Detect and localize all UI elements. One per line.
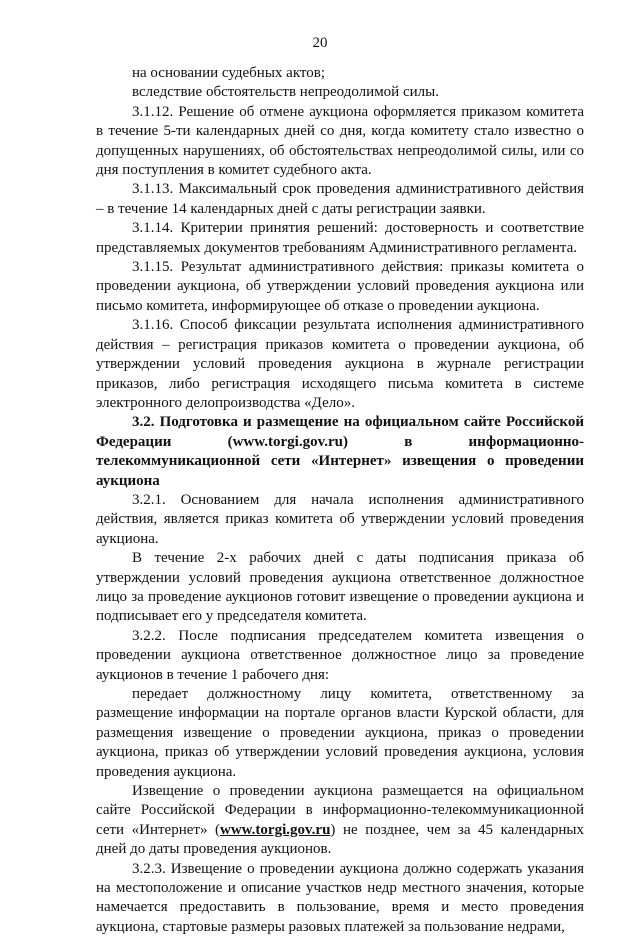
paragraph-notice-publication: [96, 782, 584, 860]
document-body: [96, 64, 584, 937]
paragraph-3-1-14: 3.1.14. Критерии принятия решений: достоверность и соответствие представляемых документов требованиям Административного регламента.: [96, 220, 584, 256]
paragraph-3-1-13: 3.1.13. Максимальный срок проведения административного действия – в течение 14 календарных дней с даты регистрации заявки.: [96, 181, 584, 217]
section-heading-3-2: 3.2. Подготовка и размещение на официальном сайте Российской Федерации (www.torgi.gov.ru) в информационно-телекоммуникационной сети «Интернет» извещения о проведении аукциона: [96, 414, 584, 489]
page-number: 20: [312, 35, 328, 51]
notice-text-before: Извещение о проведении аукциона размещается на официальном сайте Российской Федерации в информационно-телекоммуникационной сети «Интернет» (: [96, 783, 584, 838]
paragraph-court-acts: на основании судебных актов;: [132, 65, 326, 81]
paragraph-transfer: передает должностному лицу комитета, ответственному за размещение информации на портале органов власти Курской области, для размещения извещение о проведении аукциона, приказ о проведении аукциона, приказ об утверждении условий проведения аукциона, условия проведения аукциона.: [96, 686, 584, 780]
paragraph-force-majeure: вследствие обстоятельств непреодолимой силы.: [132, 84, 439, 101]
paragraph-3-1-12: 3.1.12. Решение об отмене аукциона оформляется приказом комитета в течение 5-ти календарных дней со дня, когда комитету стало известно о допущенных нарушениях, об обстоятельствах непреодолимой силы, или со дня поступления в комитет судебного акта.: [96, 103, 584, 179]
paragraph-3-2-1: 3.2.1. Основанием для начала исполнения административного действия, является приказ комитета об утверждении условий проведения аукциона.: [96, 491, 584, 547]
notice-text-after: ) не позднее, чем за 45 календарных дней до даты проведения аукционов.: [96, 821, 585, 858]
paragraph-3-2-3: 3.2.3. Извещение о проведении аукциона должно содержать указания на местоположение и описание участков недр местного значения, которые намечается предоставить в пользование, время и место проведения аукциона, стартовые размеры разовых платежей за пользование недрами,: [96, 860, 584, 935]
paragraph-3-2-2: 3.2.2. После подписания председателем комитета извещения о проведении аукциона ответственное должностное лицо за проведение аукционов в течение 1 рабочего дня:: [96, 627, 584, 683]
paragraph-3-1-16: 3.1.16. Способ фиксации результата исполнения административного действия – регистрация приказов комитета о проведении аукциона, об утверждении условий проведения аукциона в журнале регистрации приказов, либо регистрация исходящего письма комитета в системе электронного делопроизводства «Дело».: [96, 317, 584, 411]
paragraph-3-1-15: 3.1.15. Результат административного действия: приказы комитета о проведении аукциона, об утверждении условий проведения аукциона или письмо комитета, информирующее об отказе о проведении аукциона.: [96, 259, 584, 314]
torgi-link[interactable]: www.torgi.gov.ru: [220, 821, 331, 838]
paragraph-two-days: В течение 2-х рабочих дней с даты подписания приказа об утверждении условий проведения аукциона ответственное должностное лицо за проведение аукционов готовит извещение о проведении аукциона и подписывает его у председателя комитета.: [96, 550, 584, 625]
